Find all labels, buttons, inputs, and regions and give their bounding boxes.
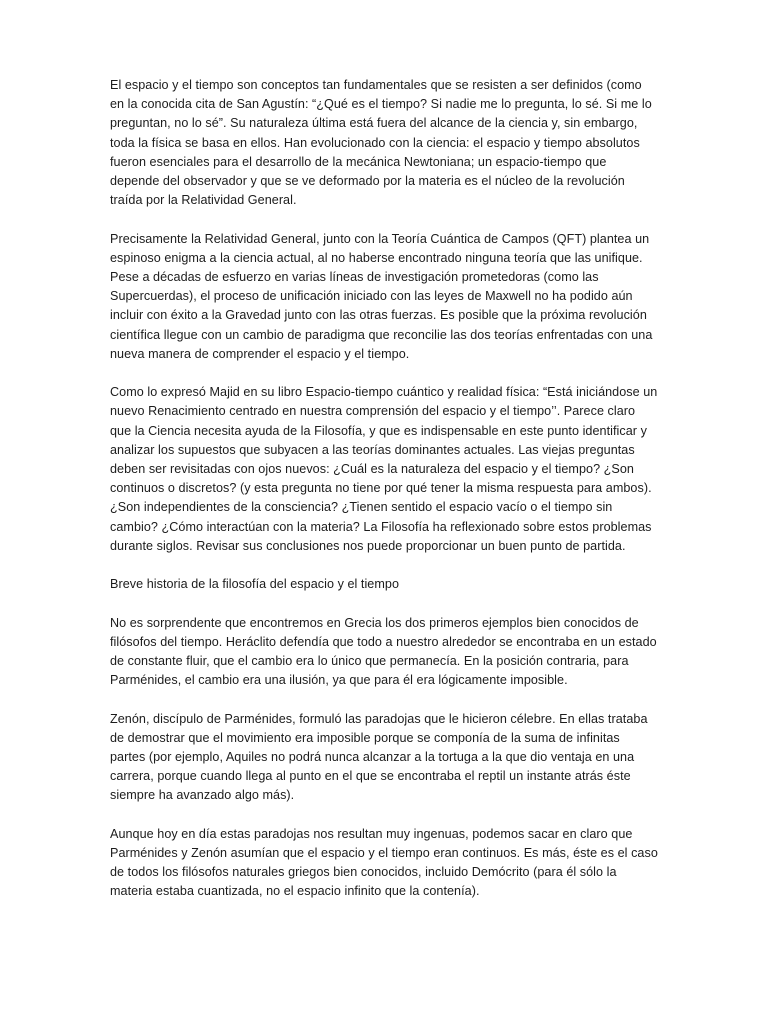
intro-paragraph-3: Como lo expresó Majid en su libro Espacio-tiempo cuántico y realidad física: “Está iniciándose un nuevo Renacimiento centrado en nuestra comprensión del espacio y el tiempo’’. Parece claro que la Ciencia necesita ayuda de la Filosofía, y que es indispensable en este punto identificar y analizar los supuestos que subyacen a las teorías dominantes actuales. Las viejas preguntas deben ser revisitadas con ojos nuevos: ¿Cuál es la naturaleza del espacio y el tiempo? ¿Son continuos o discretos? (y esta pregunta no tiene por qué tener la misma respuesta para ambos). ¿Son independientes de la consciencia? ¿Tienen sentido el espacio vacío o el tiempo sin cambio? ¿Cómo interactúan con la materia? La Filosofía ha reflexionado sobre estos problemas durante siglos. Revisar sus conclusiones nos puede proporcionar un buen punto de partida.: [110, 385, 658, 553]
section-paragraph-2: Zenón, discípulo de Parménides, formuló las paradojas que le hicieron célebre. En ellas trataba de demostrar que el movimiento era imposible porque se componía de la suma de infinitas partes (por ejemplo, Aquiles no podrá nunca alcanzar a la tortuga a la que dio ventaja en una carrera, porque cuando llega al punto en el que se encontraba el reptil un instante atrás éste siempre ha avanzado algo más).: [110, 711, 648, 803]
section-heading: Breve historia de la filosofía del espacio y el tiempo: [110, 577, 400, 592]
section-paragraph-3: Aunque hoy en día estas paradojas nos resultan muy ingenuas, podemos sacar en claro que Parménides y Zenón asumían que el espacio y el tiempo eran continuos. Es más, éste es el caso de todos los filósofos naturales griegos bien conocidos, incluido Demócrito (para él sólo la materia estaba cuantizada, no el espacio infinito que la contenía).: [110, 826, 658, 899]
section-paragraph-1: No es sorprendente que encontremos en Grecia los dos primeros ejemplos bien conocidos de filósofos del tiempo. Heráclito defendía que todo a nuestro alrededor se encontraba en un estado de constante fluir, que el cambio era lo único que permanecía. En la posición contraria, para Parménides, el cambio era una ilusión, ya que para él era lógicamente imposible.: [110, 615, 657, 688]
document-page: [110, 76, 658, 921]
intro-paragraph-2: Precisamente la Relatividad General, junto con la Teoría Cuántica de Campos (QFT) plantea un espinoso enigma a la ciencia actual, al no haberse encontrado ninguna teoría que las unifique. Pese a décadas de esfuerzo en varias líneas de investigación prometedoras (como las Supercuerdas), el proceso de unificación iniciado con las leyes de Maxwell no ha podido aún incluir con éxito a la Gravedad junto con las otras fuerzas. Es posible que la próxima revolución científica llegue con un cambio de paradigma que reconcilie las dos teorías enfrentadas con una nueva manera de comprender el espacio y el tiempo.: [110, 231, 653, 361]
intro-paragraph-1: El espacio y el tiempo son conceptos tan fundamentales que se resisten a ser definidos (como en la conocida cita de San Agustín: “¿Qué es el tiempo? Si nadie me lo pregunta, lo sé. Si me lo preguntan, no lo sé”. Su naturaleza última está fuera del alcance de la ciencia y, sin embargo, toda la física se basa en ellos. Han evolucionado con la ciencia: el espacio y tiempo absolutos fueron esenciales para el desarrollo de la mecánica Newtoniana; un espacio-tiempo que depende del observador y que se ve deformado por la materia es el núcleo de la revolución traída por la Relatividad General.: [110, 78, 652, 208]
